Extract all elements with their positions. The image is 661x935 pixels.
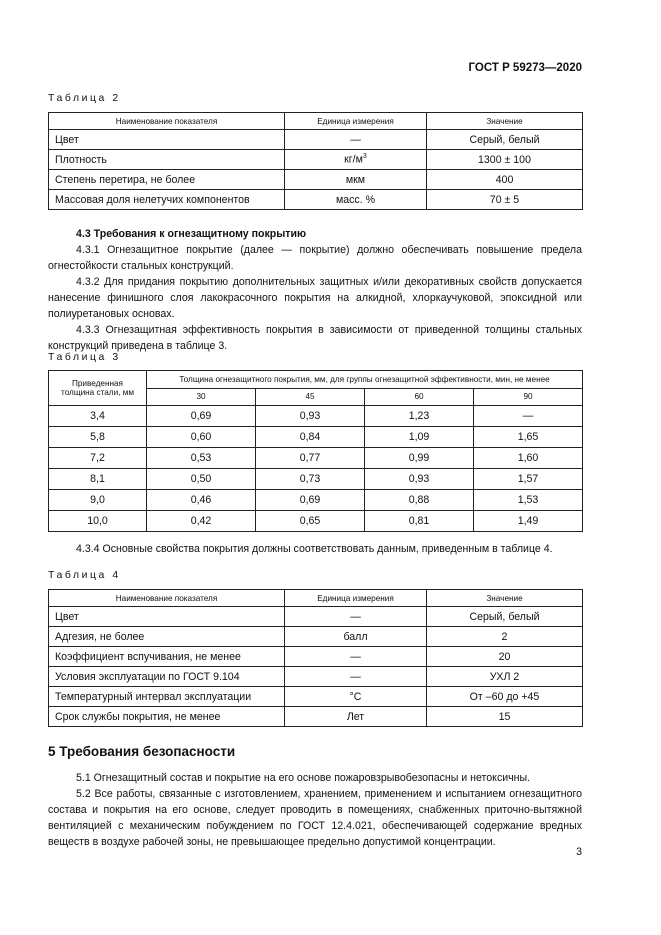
- table-cell: —: [474, 406, 583, 427]
- table3-caption: Таблица 3: [48, 352, 121, 363]
- table-row: [49, 469, 583, 490]
- table-cell: [285, 150, 427, 170]
- section-4-3-title: 4.3 Требования к огнезащитному покрытию: [76, 228, 307, 240]
- table-cell: 9,0: [49, 490, 147, 511]
- table-cell: —: [285, 667, 427, 687]
- table-cell: —: [285, 607, 427, 627]
- table-cell: Серый, белый: [427, 130, 583, 150]
- table-cell: 0,50: [147, 469, 256, 490]
- table-cell: 3,4: [49, 406, 147, 427]
- unit-text: кг/м: [344, 153, 363, 166]
- table-cell: 0,69: [147, 406, 256, 427]
- table-cell: 0,46: [147, 490, 256, 511]
- table-cell: 1,53: [474, 490, 583, 511]
- table-cell: 10,0: [49, 511, 147, 532]
- table3: [48, 370, 583, 532]
- document-code: ГОСТ Р 59273—2020: [468, 62, 582, 74]
- table-cell: 0,93: [256, 406, 365, 427]
- table-cell: 0,42: [147, 511, 256, 532]
- table-row: [49, 647, 583, 667]
- table-cell: Плотность: [49, 150, 285, 170]
- table-header-cell: Единица измерения: [285, 590, 427, 607]
- table-cell: —: [285, 647, 427, 667]
- table-header-cell: Значение: [427, 590, 583, 607]
- table-cell: 0,73: [256, 469, 365, 490]
- table-cell: 1,65: [474, 427, 583, 448]
- table-cell: —: [285, 130, 427, 150]
- table-row: [49, 406, 583, 427]
- table-cell: 8,1: [49, 469, 147, 490]
- table-cell: 0,65: [256, 511, 365, 532]
- table-row: [49, 627, 583, 647]
- table-row: [49, 607, 583, 627]
- table-header-cell: Наименование показателя: [49, 590, 285, 607]
- table-cell: Адгезия, не более: [49, 627, 285, 647]
- table-cell: 0,77: [256, 448, 365, 469]
- table2: [48, 112, 583, 210]
- table-cell: 1,09: [365, 427, 474, 448]
- table-cell: Степень перетира, не более: [49, 170, 285, 190]
- paragraph-5-2: 5.2 Все работы, связанные с изготовлением, хранением, применением и испытанием огнезащитного состава и покрытия на его основе, следует проводить в помещениях, снабженных приточно-вытяжной вентиляцией с механическим побуждением по ГОСТ 12.4.021, обеспечивающей содержание вредных веществ в воздухе рабочей зоны, не превышающее предельно допустимой концентрации.: [48, 788, 582, 848]
- table-row: [49, 667, 583, 687]
- table-cell: Цвет: [49, 130, 285, 150]
- paragraph-4-3-4: 4.3.4 Основные свойства покрытия должны соответствовать данным, приведенным в таблице 4.: [76, 543, 553, 555]
- table-header-cell: 30: [147, 388, 256, 406]
- table-group-header: Толщина огнезащитного покрытия, мм, для группы огнезащитной эффективности, мин, не менее: [147, 371, 583, 389]
- table-cell: Лет: [285, 707, 427, 727]
- table-cell: 15: [427, 707, 583, 727]
- table-row: [49, 490, 583, 511]
- table-cell: 5,8: [49, 427, 147, 448]
- unit-superscript: 3: [362, 153, 367, 161]
- table-cell: 0,81: [365, 511, 474, 532]
- table4: [48, 589, 583, 727]
- table-cell: 0,60: [147, 427, 256, 448]
- table-header-row: [49, 113, 583, 130]
- table-row: [49, 448, 583, 469]
- table-cell: 0,84: [256, 427, 365, 448]
- table-cell: 1,49: [474, 511, 583, 532]
- table-cell: масс. %: [285, 190, 427, 210]
- table-cell: 0,99: [365, 448, 474, 469]
- table-cell: Цвет: [49, 607, 285, 627]
- table-cell: 0,88: [365, 490, 474, 511]
- table-row: [49, 511, 583, 532]
- table-cell: 0,53: [147, 448, 256, 469]
- table-header-cell: Значение: [427, 113, 583, 130]
- table-row: [49, 150, 583, 170]
- table-header-cell: 90: [474, 388, 583, 406]
- table-cell: 1,60: [474, 448, 583, 469]
- table-cell: балл: [285, 627, 427, 647]
- table-cell: Массовая доля нелетучих компонентов: [49, 190, 285, 210]
- table-cell: УХЛ 2: [427, 667, 583, 687]
- table-cell: 0,69: [256, 490, 365, 511]
- table-row: [49, 687, 583, 707]
- table-row: [49, 190, 583, 210]
- table-header-cell: Приведенная толщина стали, мм: [49, 371, 147, 406]
- table-cell: Срок службы покрытия, не менее: [49, 707, 285, 727]
- table-row: [49, 170, 583, 190]
- table2-caption: Таблица 2: [48, 93, 121, 104]
- table-header-cell: Наименование показателя: [49, 113, 285, 130]
- paragraph-4-3-3: 4.3.3 Огнезащитная эффективность покрытия в зависимости от приведенной толщины стальных конструкций приведена в таблице 3.: [48, 324, 582, 352]
- table-cell: Коэффициент вспучивания, не менее: [49, 647, 285, 667]
- table-header-cell: 45: [256, 388, 365, 406]
- table-cell: 1300 ± 100: [427, 150, 583, 170]
- table-cell: 20: [427, 647, 583, 667]
- table-header-cell: Единица измерения: [285, 113, 427, 130]
- table-header-row: [49, 371, 583, 389]
- paragraph-4-3-1: 4.3.1 Огнезащитное покрытие (далее — покрытие) должно обеспечивать повышение предела огнестойкости стальных конструкций.: [48, 244, 582, 272]
- paragraph-4-3-2: 4.3.2 Для придания покрытию дополнительных защитных и/или декоративных свойств допускается нанесение финишного слоя лакокрасочного покрытия на алкидной, хлоркаучуковой, эпоксидной или полиуретановых основах.: [48, 276, 582, 320]
- table4-caption: Таблица 4: [48, 570, 121, 581]
- table-cell: мкм: [285, 170, 427, 190]
- table-cell: Серый, белый: [427, 607, 583, 627]
- table-cell: От –60 до +45: [427, 687, 583, 707]
- table-cell: 2: [427, 627, 583, 647]
- paragraph-5-1: 5.1 Огнезащитный состав и покрытие на его основе пожаровзрывобезопасны и нетоксичны.: [76, 772, 531, 784]
- table-cell: 70 ± 5: [427, 190, 583, 210]
- table-row: [49, 707, 583, 727]
- table-cell: Температурный интервал эксплуатации: [49, 687, 285, 707]
- table-cell: 400: [427, 170, 583, 190]
- table-cell: °С: [285, 687, 427, 707]
- table-cell: 7,2: [49, 448, 147, 469]
- table-row: [49, 130, 583, 150]
- section-5-title: 5 Требования безопасности: [48, 744, 236, 759]
- table-cell: 0,93: [365, 469, 474, 490]
- table-cell: 1,57: [474, 469, 583, 490]
- page-number: 3: [576, 846, 582, 858]
- table-header-row: [49, 590, 583, 607]
- table-cell: Условия эксплуатации по ГОСТ 9.104: [49, 667, 285, 687]
- table-cell: 1,23: [365, 406, 474, 427]
- table-row: [49, 427, 583, 448]
- table-header-cell: 60: [365, 388, 474, 406]
